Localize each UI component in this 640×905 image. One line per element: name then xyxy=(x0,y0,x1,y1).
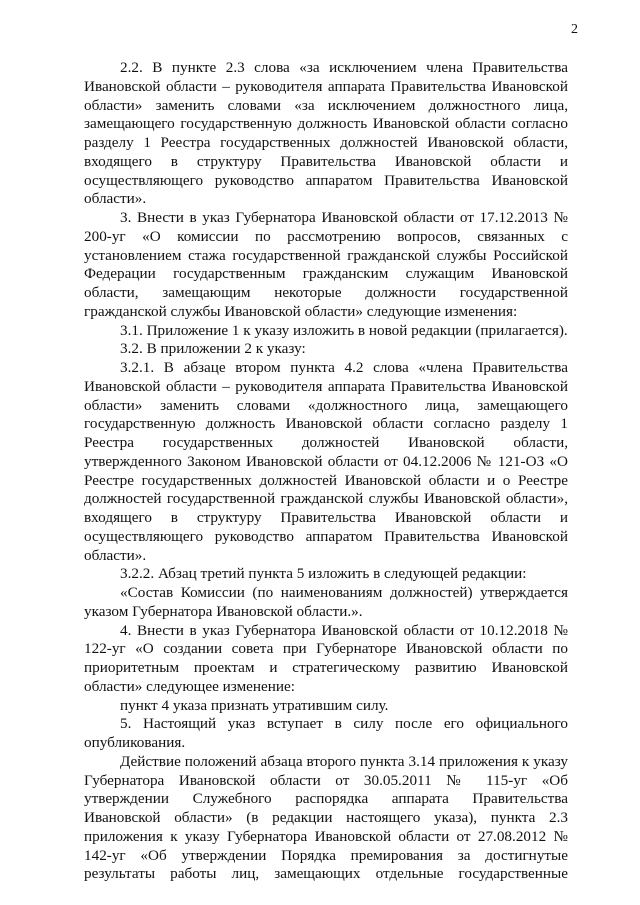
page-number: 2 xyxy=(571,22,578,37)
paragraph-effect: Действие положений абзаца второго пункта 3.14 приложения к указу Губернатора Ивановской области от 30.05.2011 № 115-уг «Об утверждении Служебного распорядка аппарата Правительства Ивановской области» (в редакции настоящего указа), пункта 2.3 приложения к указу Губернатора Ивановской области от 27.08.2012 № 142-уг «Об утверждении Порядка премирования за достигнутые результаты работы лиц, замещающих отдельные государственные xyxy=(84,752,568,883)
paragraph-2-2: 2.2. В пункте 2.3 слова «за исключением члена Правительства Ивановской области – руководителя аппарата Правительства Ивановской области» заменить словами «за исключением должностного лица, замещающего государственную должность Ивановской области согласно разделу 1 Реестра государственных должностей Ивановской области, входящего в структуру Правительства Ивановской области и осуществляющего руководство аппаратом Правительства Ивановской области». xyxy=(84,59,568,208)
paragraph-3: 3. Внести в указ Губернатора Ивановской области от 17.12.2013 № 200-уг «О комиссии по рассмотрению вопросов, связанных с установлением стажа государственной гражданской службы Российской Федерации государственным гражданским служащим Ивановской области, замещающим некоторые должности государственной гражданской службы Ивановской области» следующие изменения: xyxy=(84,209,568,320)
paragraph-3-1: 3.1. Приложение 1 к указу изложить в новой редакции (прилагается). xyxy=(120,321,568,339)
document-body xyxy=(84,59,568,884)
paragraph-3-2-1: 3.2.1. В абзаце втором пункта 4.2 слова «члена Правительства Ивановской области – руководителя аппарата Правительства Ивановской области» заменить словами «должностного лица, замещающего государственную должность Ивановской области согласно разделу 1 Реестра государственных должностей Ивановской области, утвержденного Законом Ивановской области от 04.12.2006 № 121-ОЗ «О Реестре государственных должностей Ивановской области и о Реестре должностей государственной гражданской службы Ивановской области», входящего в структуру Правительства Ивановской области и осуществляющего руководство аппаратом Правительства Ивановской области». xyxy=(84,359,568,564)
paragraph-3-2-2: 3.2.2. Абзац третий пункта 5 изложить в следующей редакции: xyxy=(120,565,527,583)
paragraph-commission-composition: «Состав Комиссии (по наименованиям должностей) утверждается указом Губернатора Ивановской области.». xyxy=(84,584,568,620)
paragraph-4-item: пункт 4 указа признать утратившим силу. xyxy=(120,696,389,714)
paragraph-5: 5. Настоящий указ вступает в силу после его официального опубликования. xyxy=(84,715,568,751)
paragraph-3-2: 3.2. В приложении 2 к указу: xyxy=(120,340,306,358)
paragraph-4: 4. Внести в указ Губернатора Ивановской области от 10.12.2018 № 122-уг «О создании совета при Губернаторе Ивановской области по приоритетным проектам и стратегическому развитию Ивановской области» следующее изменение: xyxy=(84,621,568,695)
